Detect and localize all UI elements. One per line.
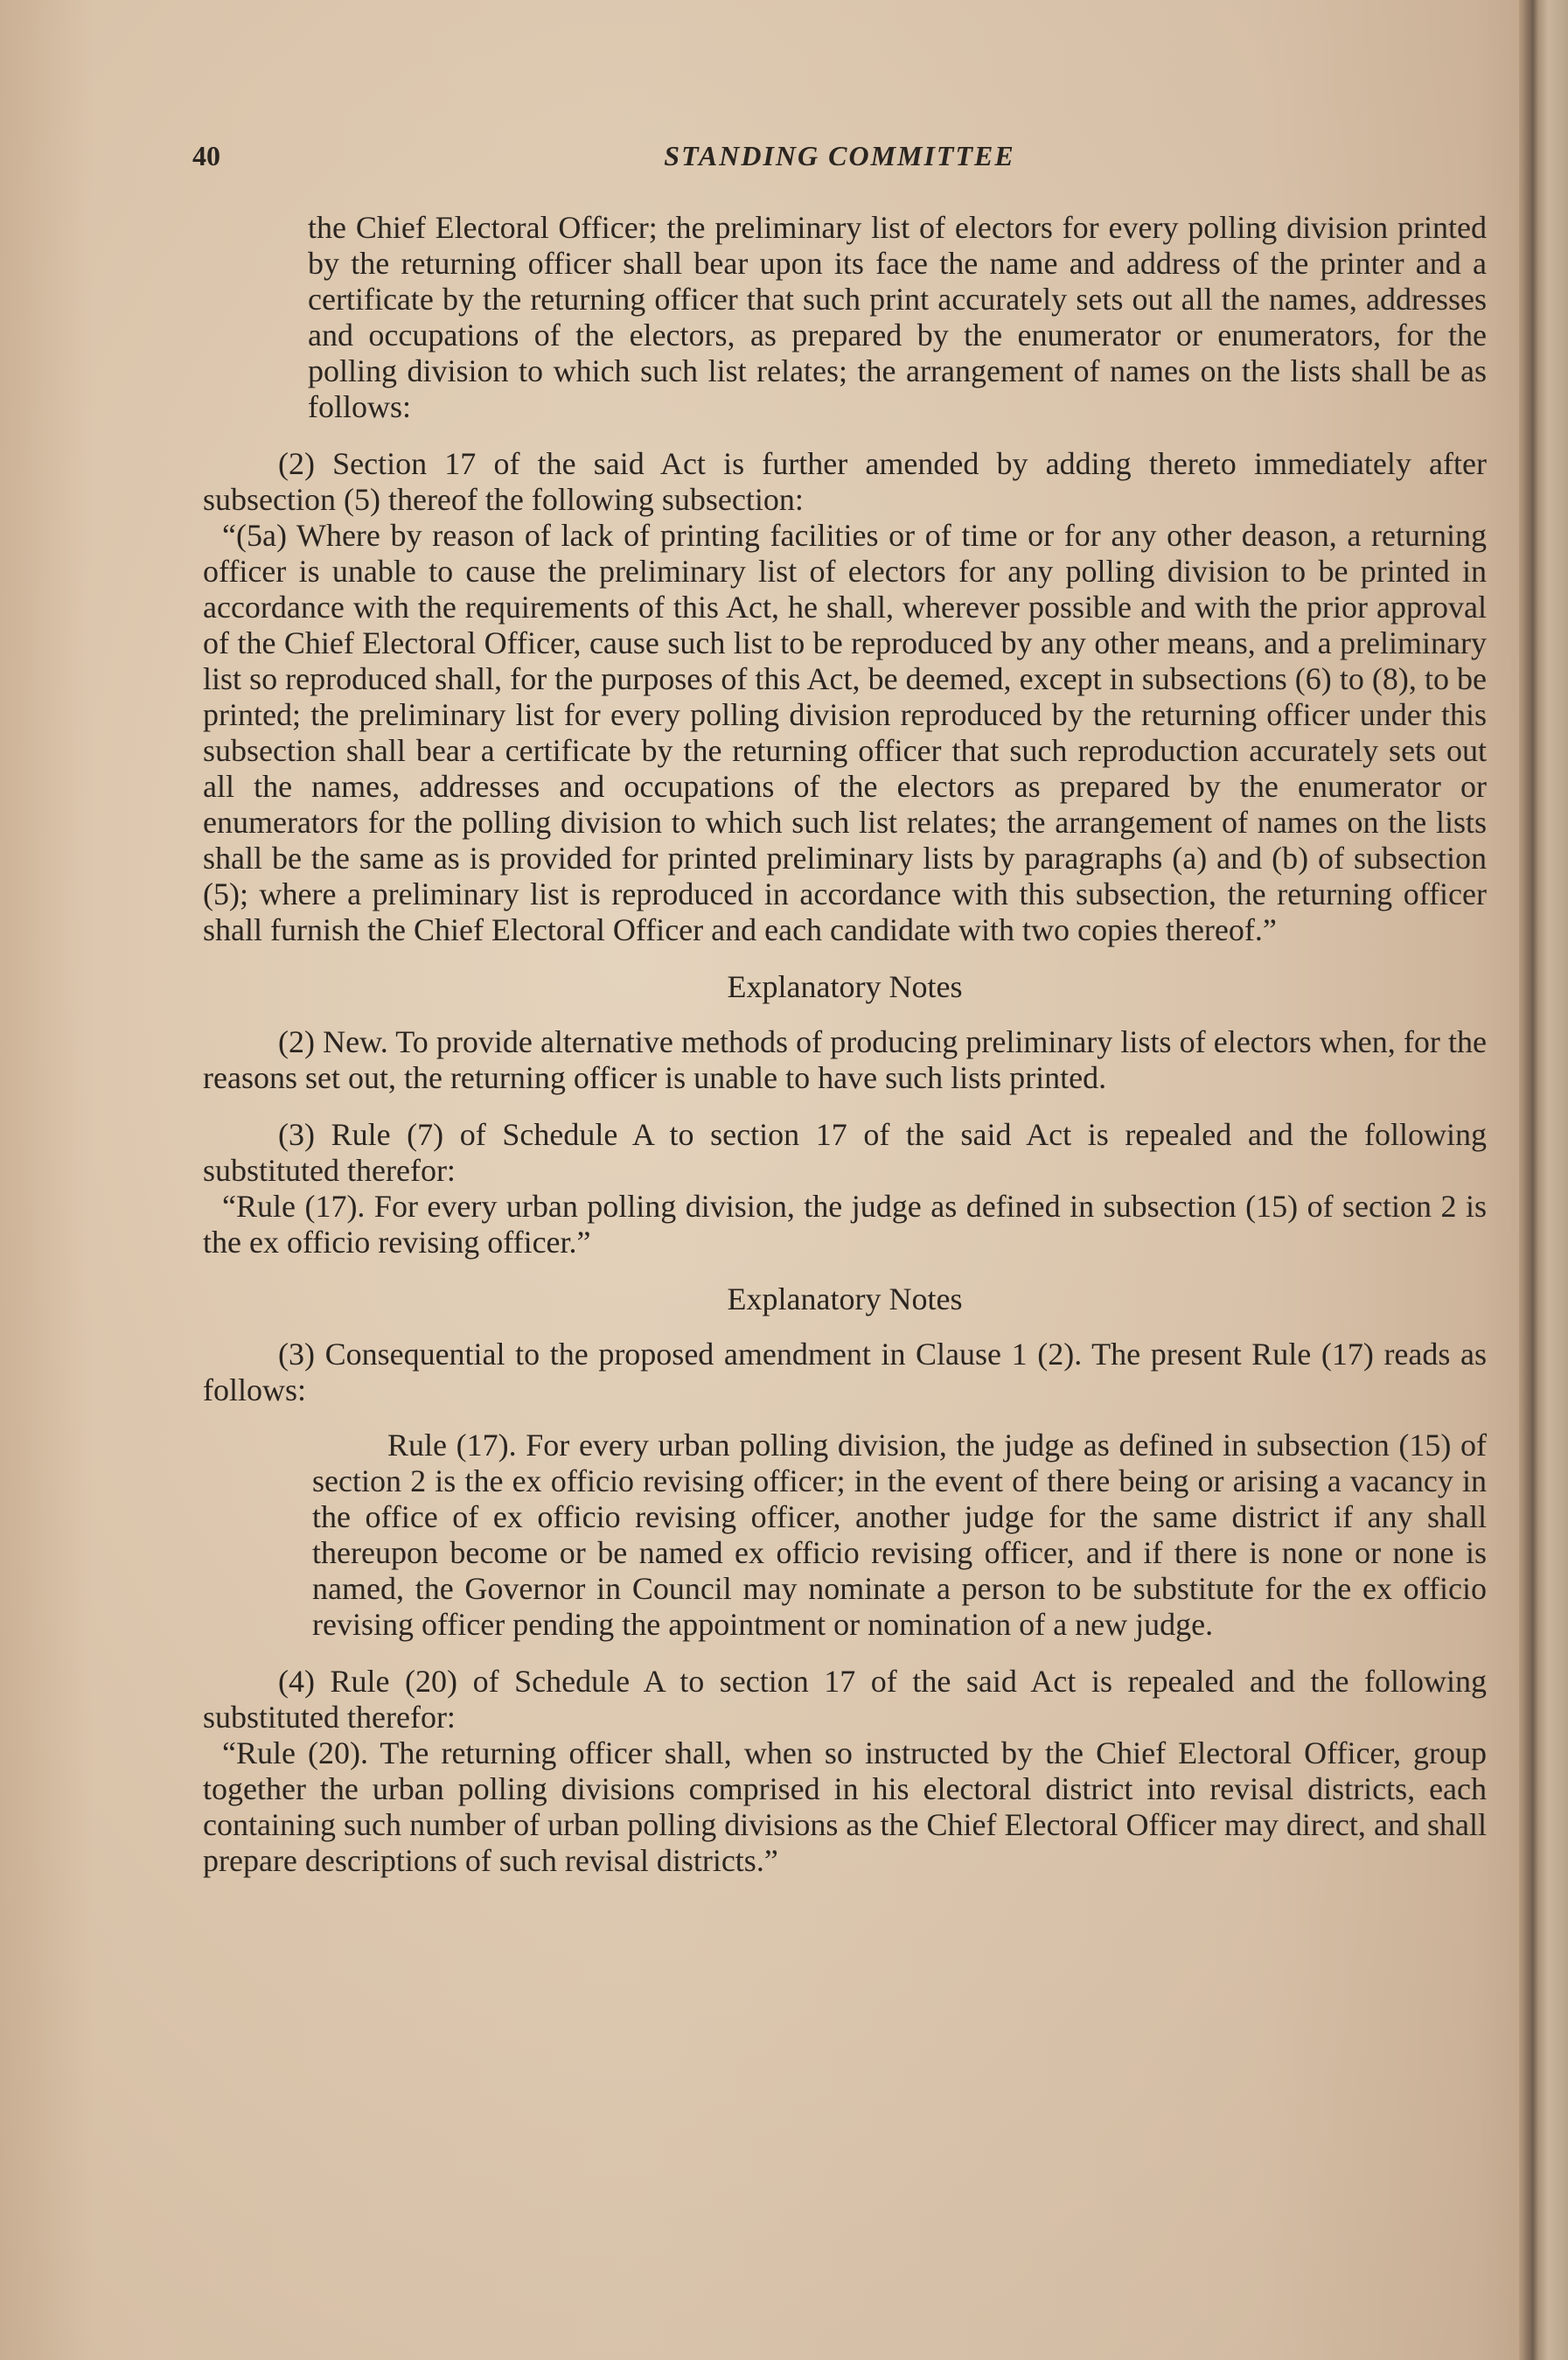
paragraph-subsection-5a: “(5a) Where by reason of lack of printing facilities or of time or for any other deason, a returning officer is unable to cause the preliminary list of electors for any polling division to be printed in accordance with the requirements of this Act, he shall, wherever possible and with the prior approval of the Chief Electoral Officer, cause such list to be reproduced by any other means, and a preliminary list so reproduced shall, for the purposes of this Act, be deemed, except in subsections (6) to (8), to be printed; the preliminary list for every polling division reproduced by the returning officer under this subsection shall bear a certificate by the returning officer that such reproduction accurately sets out all the names, addresses and occupations of the electors as prepared by the enumerator or enumerators for the polling division to which such list relates; the arrangement of names on the lists shall be the same as is provided for printed preliminary lists by paragraphs (a) and (b) of subsection (5); where a preliminary list is reproduced in accordance with this subsection, the returning officer shall furnish the Chief Electoral Officer and each candidate with two copies thereof.” bbox=[203, 518, 1487, 947]
explanatory-notes-heading-1: Explanatory Notes bbox=[727, 969, 963, 1004]
paragraph-amendment-2: (2) Section 17 of the said Act is further amended by adding thereto immediately after subsection (5) thereof the following subsection: bbox=[203, 446, 1487, 517]
paragraph-amendment-4: (4) Rule (20) of Schedule A to section 17 of the said Act is repealed and the following substituted therefor: bbox=[203, 1664, 1487, 1735]
running-title: STANDING COMMITTEE bbox=[664, 140, 1015, 171]
paragraph-note-3: (3) Consequential to the proposed amendment in Clause 1 (2). The present Rule (17) reads as follows: bbox=[203, 1337, 1487, 1407]
paragraph-rule-17-new: “Rule (17). For every urban polling division, the judge as defined in subsection (15) of section 2 is the ex officio revising officer.” bbox=[203, 1189, 1487, 1260]
binding-gutter bbox=[1519, 0, 1568, 2360]
page-number: 40 bbox=[192, 140, 220, 171]
paragraph-amendment-3: (3) Rule (7) of Schedule A to section 17 of the said Act is repealed and the following substituted therefor: bbox=[203, 1117, 1487, 1188]
explanatory-notes-heading-2: Explanatory Notes bbox=[727, 1281, 963, 1316]
page-header bbox=[192, 140, 1487, 178]
paragraph-continuation: the Chief Electoral Officer; the preliminary list of electors for every polling division printed by the returning officer shall bear upon its face the name and address of the printer and a certificate by the returning officer that such print accurately sets out all the names, addresses and occupations of the electors, as prepared by the enumerator or enumerators, for the polling division to which such list relates; the arrangement of names on the lists shall be as follows: bbox=[308, 210, 1487, 424]
paragraph-rule-20-new: “Rule (20). The returning officer shall, when so instructed by the Chief Electoral Officer, group together the urban polling divisions comprised in his electoral district into revisal districts, each containing such number of urban polling divisions as the Chief Electoral Officer may direct, and shall prepare descriptions of such revisal districts.” bbox=[203, 1735, 1487, 1878]
body-text bbox=[203, 210, 1487, 1879]
paragraph-rule-17-present: Rule (17). For every urban polling division, the judge as defined in subsection (15) of section 2 is the ex officio revising officer; in the event of there being or arising a vacancy in the office of ex officio revising officer, another judge for the same district if any shall thereupon become or be named ex officio revising officer, and if there is none or none is named, the Governor in Council may nominate a person to be substitute for the ex officio revising officer pending the appointment or nomination of a new judge. bbox=[312, 1428, 1487, 1642]
paragraph-note-2: (2) New. To provide alternative methods of producing preliminary lists of electors when, for the reasons set out, the returning officer is unable to have such lists printed. bbox=[203, 1024, 1487, 1095]
